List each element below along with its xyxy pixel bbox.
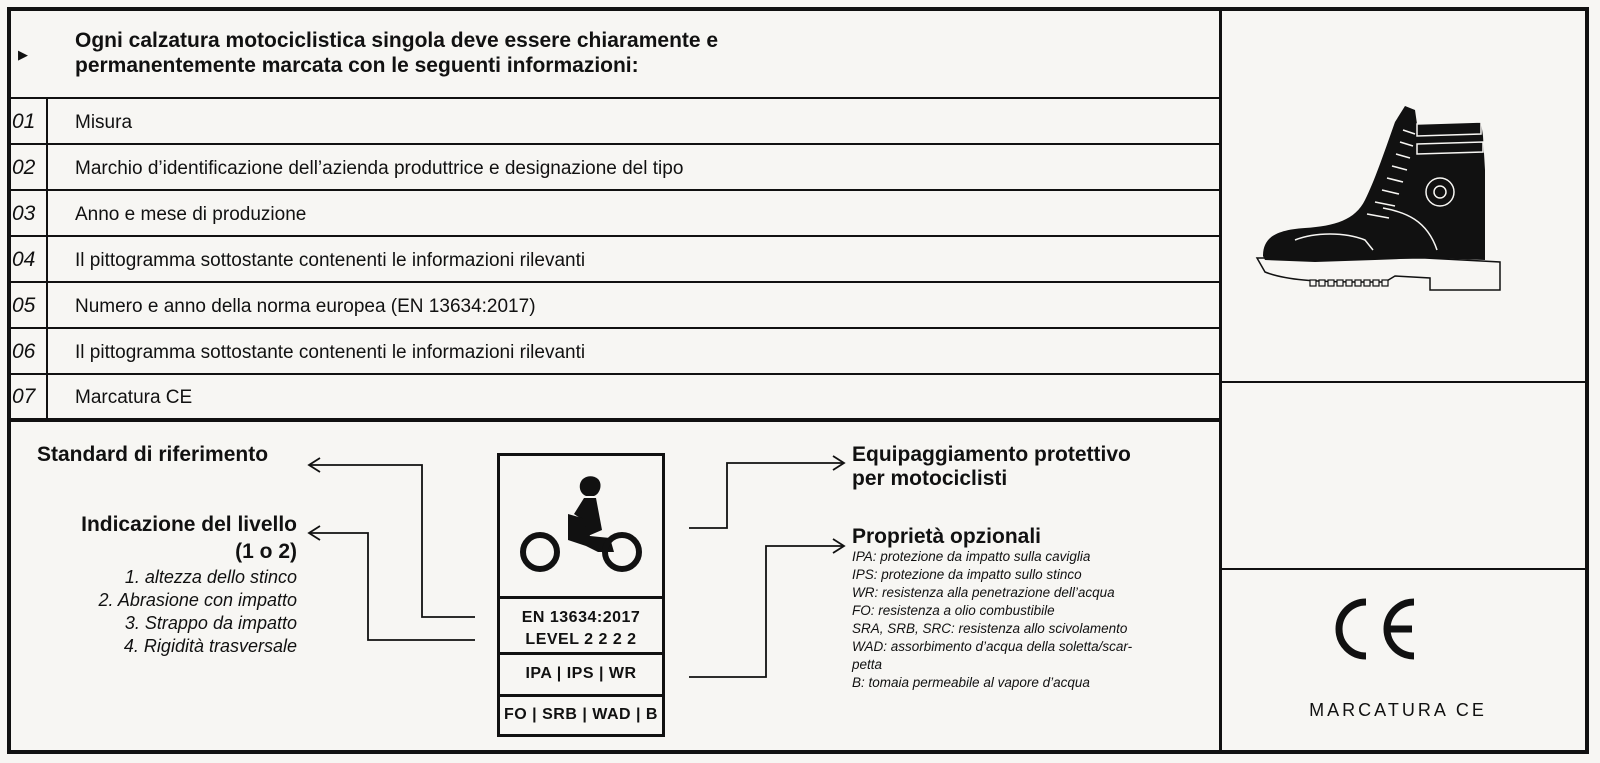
list-item: petta <box>852 657 883 672</box>
list-item: 3. Strappo da impatto <box>124 613 297 633</box>
row-label: Numero e anno della norma europea (EN 13634:2017) <box>75 296 536 317</box>
motorcyclist-icon <box>510 474 652 574</box>
header-title-line: permanentemente marcata con le seguenti informazioni: <box>75 54 639 77</box>
row-label: Anno e mese di produzione <box>75 204 307 225</box>
equipment-line: Equipaggiamento protettivo <box>852 443 1131 466</box>
list-item: FO: resistenza a olio combustibile <box>852 603 1055 618</box>
properties-row: FO | SRB | WAD | B <box>504 706 658 723</box>
connector-level <box>310 533 475 640</box>
properties-row: IPA | IPS | WR <box>525 665 637 682</box>
motorcycle-boot-icon <box>1255 100 1505 295</box>
row-label: Marchio d’identificazione dell’azienda produttrice e designazione del tipo <box>75 158 684 179</box>
list-item: 4. Rigidità trasversale <box>123 636 297 656</box>
standard-label <box>500 607 662 651</box>
list-item: 1. altezza dello stinco <box>124 567 297 587</box>
pictogram-divider <box>500 652 662 655</box>
standard-title: Standard di riferimento <box>37 443 269 466</box>
standard-code: EN 13634:2017 <box>521 609 641 626</box>
pictogram-divider <box>500 596 662 599</box>
list-item: WR: resistenza alla penetrazione dell’acqua <box>852 585 1115 600</box>
list-item: SRA, SRB, SRC: resistenza allo scivolamento <box>852 621 1128 636</box>
header-title-line: Ogni calzatura motociclistica singola deve essere chiaramente e <box>75 29 719 52</box>
level-title-text: Indicazione del livello <box>81 513 297 536</box>
row-label: Il pittogramma sottostante contenenti le informazioni rilevanti <box>75 342 586 363</box>
pictogram-divider <box>500 694 662 697</box>
row-label: Misura <box>75 112 133 133</box>
row-label: Marcatura CE <box>75 387 193 408</box>
level-range: (1 o 2) <box>235 540 297 563</box>
optional-title: Proprietà opzionali <box>852 525 1042 548</box>
list-item: WAD: assorbimento d’acqua della soletta/scar- <box>852 639 1133 654</box>
pictogram-box <box>497 453 665 737</box>
triangle-right-icon: ▶ <box>18 47 28 62</box>
connector-standard <box>310 465 475 617</box>
ce-label: MARCATURA CE <box>1309 700 1487 720</box>
list-item: IPA: protezione da impatto sulla caviglia <box>852 549 1091 564</box>
equipment-line: per motociclisti <box>852 467 1008 490</box>
row-number: 01 <box>12 110 36 133</box>
row-number: 06 <box>12 340 36 363</box>
list-item: 2. Abrasione con impatto <box>98 590 297 610</box>
ce-mark-icon <box>1328 596 1420 662</box>
level-code: LEVEL 2 2 2 2 <box>525 631 637 648</box>
list-item: B: tomaia permeabile al vapore d’acqua <box>852 675 1090 690</box>
row-number: 07 <box>12 385 36 408</box>
row-number: 03 <box>12 202 36 225</box>
connector-equipment <box>689 463 843 528</box>
row-number: 02 <box>12 156 36 179</box>
connector-optional <box>689 546 843 677</box>
list-item: IPS: protezione da impatto sullo stinco <box>852 567 1082 582</box>
equipment-title <box>852 443 1131 491</box>
optional-list <box>852 548 1182 692</box>
row-number: 05 <box>12 294 36 317</box>
row-label: Il pittogramma sottostante contenenti le informazioni rilevanti <box>75 250 586 271</box>
row-number: 04 <box>12 248 36 271</box>
